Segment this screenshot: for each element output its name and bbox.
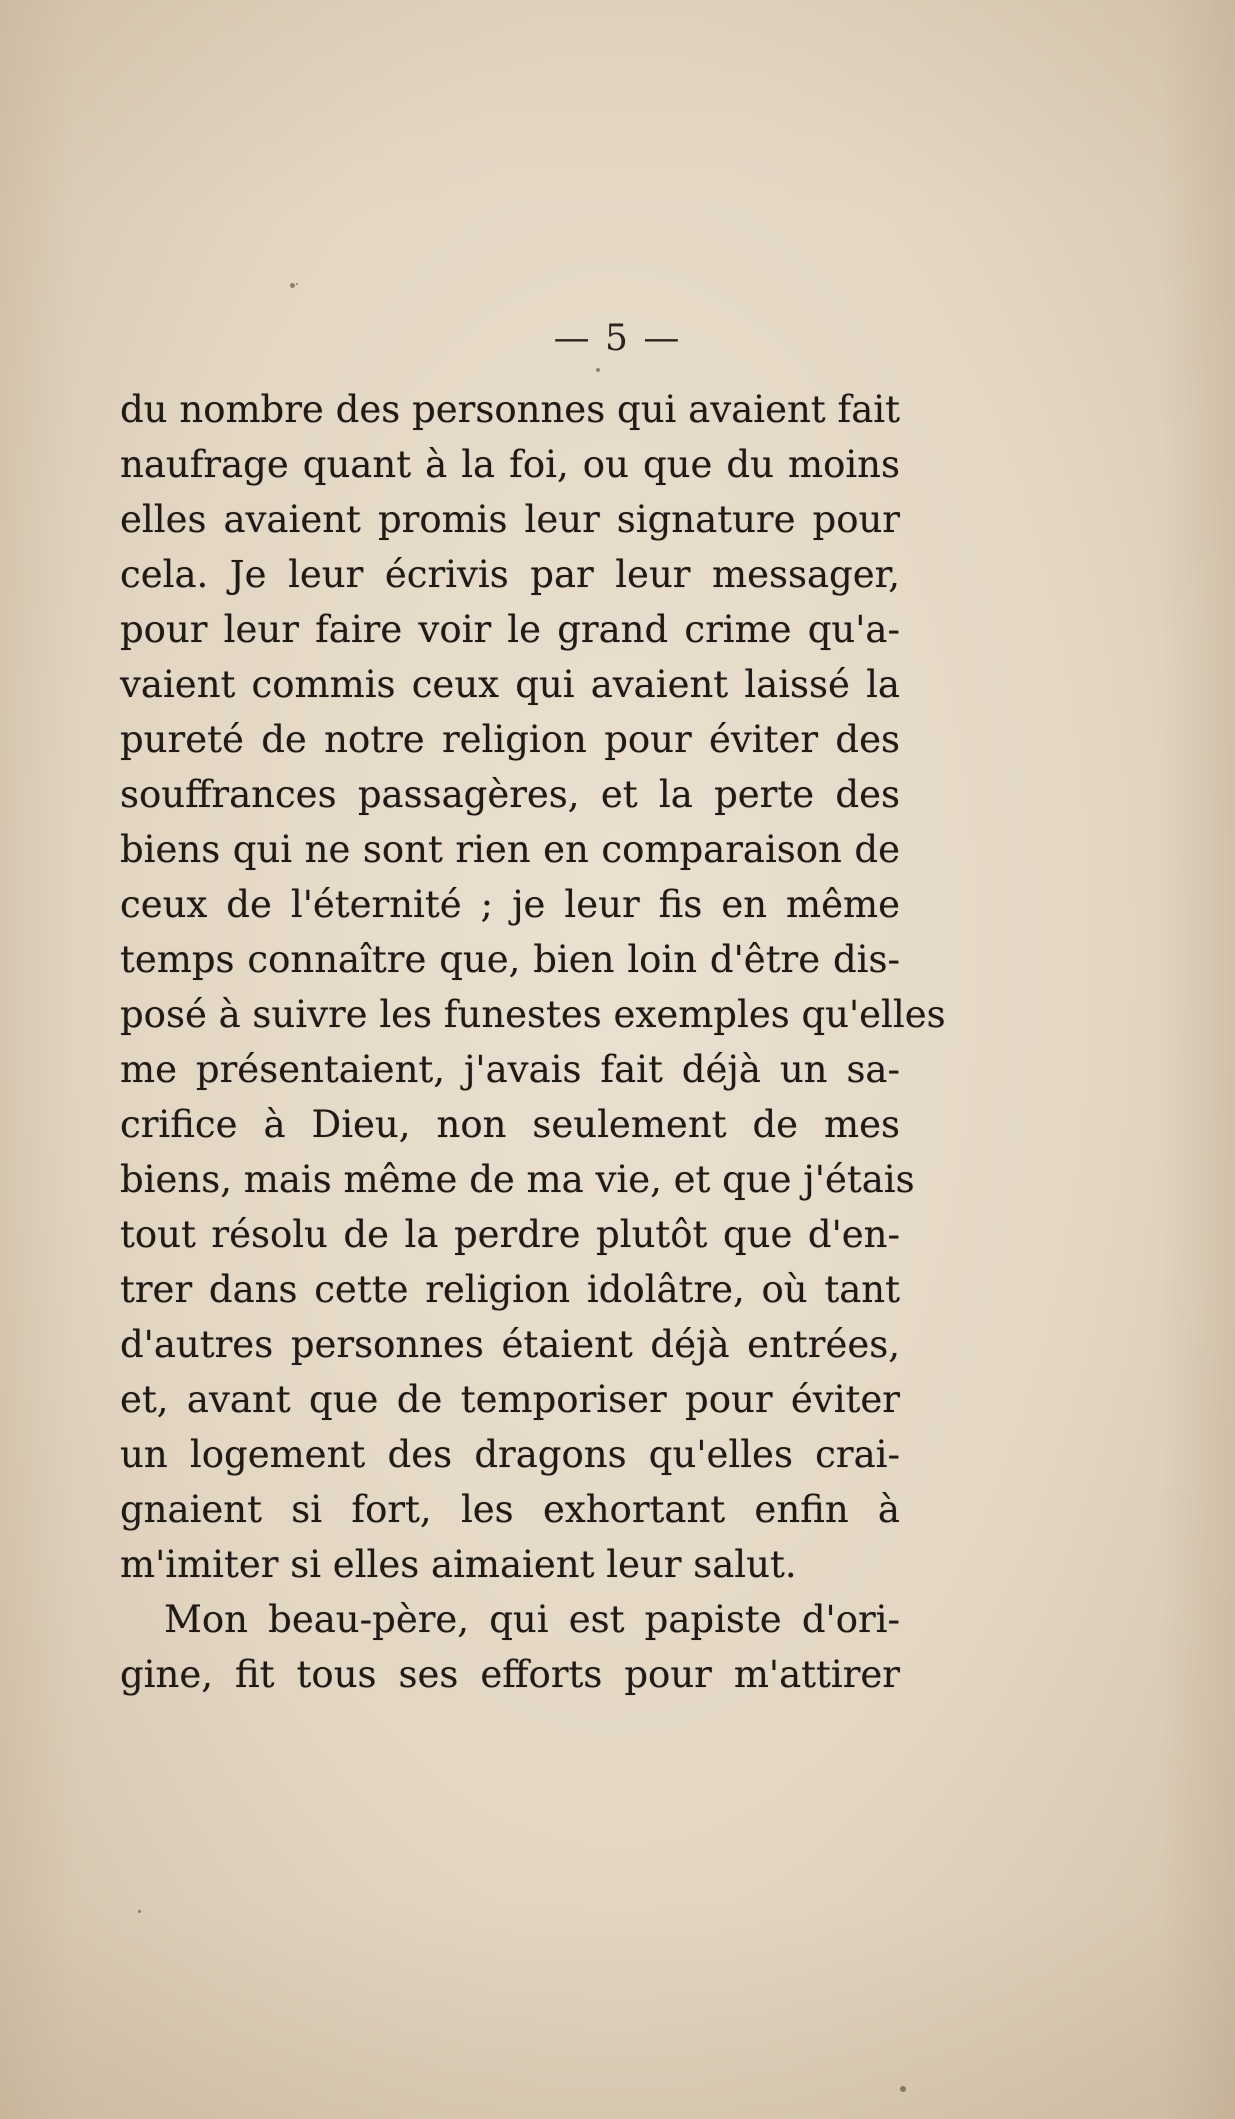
text-line: souffrances passagères, et la perte des [120, 773, 900, 816]
text-line: biens qui ne sont rien en comparaison de [120, 828, 900, 871]
text-line: vaient commis ceux qui avaient laissé la [120, 663, 900, 706]
text-line: tout résolu de la perdre plutôt que d'en- [120, 1213, 900, 1256]
text-line: elles avaient promis leur signature pour [120, 498, 900, 541]
text-line: pureté de notre religion pour éviter des [120, 718, 900, 761]
paper-speck [290, 283, 295, 288]
text-line: posé à suivre les funestes exemples qu'elles [120, 993, 946, 1036]
text-line: d'autres personnes étaient déjà entrées, [120, 1323, 900, 1366]
text-line: naufrage quant à la foi, ou que du moins [120, 443, 900, 486]
text-line: du nombre des personnes qui avaient fait [120, 388, 900, 431]
text-line: temps connaître que, bien loin d'être dis- [120, 938, 900, 981]
text-line: biens, mais même de ma vie, et que j'étais [120, 1158, 915, 1201]
text-line: et, avant que de temporiser pour éviter [120, 1378, 900, 1421]
text-line: un logement des dragons qu'elles crai- [120, 1433, 900, 1476]
text-line: crifice à Dieu, non seulement de mes [120, 1103, 900, 1146]
text-line: trer dans cette religion idolâtre, où tant [120, 1268, 900, 1311]
page-number: — 5 — [553, 318, 682, 359]
paper-speck [296, 283, 298, 285]
paper-speck [138, 1910, 141, 1913]
paper-speck [596, 368, 600, 372]
body-text [120, 382, 946, 1702]
text-line: gine, fit tous ses efforts pour m'attirer [120, 1653, 900, 1696]
text-line: ceux de l'éternité ; je leur fis en même [120, 883, 900, 926]
paper-speck [900, 2086, 906, 2092]
text-line: gnaient si fort, les exhortant enfin à [120, 1488, 900, 1531]
paragraph-end-line: m'imiter si elles aimaient leur salut. [120, 1543, 797, 1586]
paragraph-start-line: Mon beau-père, qui est papiste d'ori- [164, 1598, 900, 1641]
text-line: cela. Je leur écrivis par leur messager, [120, 553, 900, 596]
text-line: pour leur faire voir le grand crime qu'a- [120, 608, 900, 651]
text-line: me présentaient, j'avais fait déjà un sa- [120, 1048, 900, 1091]
